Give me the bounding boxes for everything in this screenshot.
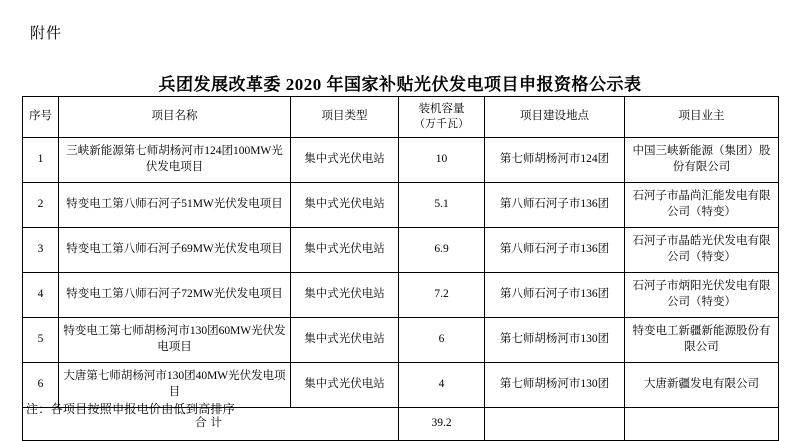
table-header-row xyxy=(23,97,779,138)
column-header-project-type: 项目类型 xyxy=(291,97,399,138)
cell-capacity: 7.2 xyxy=(399,273,485,318)
cell-project-type: 集中式光伏电站 xyxy=(291,273,399,318)
cell-owner: 石河子市炳阳光伏发电有限公司（特变） xyxy=(625,273,779,318)
cell-capacity: 6 xyxy=(399,318,485,363)
capacity-header-line2: （万千瓦） xyxy=(414,118,469,131)
cell-owner: 中国三峡新能源（集团）股份有限公司 xyxy=(625,138,779,183)
cell-no: 2 xyxy=(23,183,59,228)
cell-site: 第七师胡杨河市130团 xyxy=(485,318,625,363)
cell-project-name: 三峡新能源第七师胡杨河市124团100MW光伏发电项目 xyxy=(59,138,291,183)
cell-capacity: 10 xyxy=(399,138,485,183)
cell-no: 3 xyxy=(23,228,59,273)
total-label: 合计 xyxy=(23,408,399,441)
cell-owner: 石河子市晶尚汇能发电有限公司（特变） xyxy=(625,183,779,228)
cell-site: 第八师石河子市136团 xyxy=(485,273,625,318)
cell-owner: 特变电工新疆新能源股份有限公司 xyxy=(625,318,779,363)
cell-capacity: 5.1 xyxy=(399,183,485,228)
projects-table xyxy=(22,96,779,441)
cell-owner: 大唐新疆发电有限公司 xyxy=(625,363,779,408)
cell-project-type: 集中式光伏电站 xyxy=(291,138,399,183)
total-capacity: 39.2 xyxy=(399,408,485,441)
column-header-project-name: 项目名称 xyxy=(59,97,291,138)
cell-no: 1 xyxy=(23,138,59,183)
column-header-site: 项目建设地点 xyxy=(485,97,625,138)
table-row xyxy=(23,183,779,228)
cell-project-name: 特变电工第八师石河子72MW光伏发电项目 xyxy=(59,273,291,318)
capacity-header-line1: 装机容量 xyxy=(418,102,465,115)
table-row xyxy=(23,228,779,273)
cell-site: 第八师石河子市136团 xyxy=(485,228,625,273)
cell-capacity: 4 xyxy=(399,363,485,408)
total-owner-empty xyxy=(625,408,779,441)
table-note: 注：各项目按照申报电价由低到高排序 xyxy=(26,402,236,416)
cell-site: 第七师胡杨河市130团 xyxy=(485,363,625,408)
cell-project-name: 特变电工第八师石河子69MW光伏发电项目 xyxy=(59,228,291,273)
cell-project-name: 特变电工第七师胡杨河市130团60MW光伏发电项目 xyxy=(59,318,291,363)
cell-site: 第七师胡杨河市124团 xyxy=(485,138,625,183)
page-title: 兵团发展改革委 2020 年国家补贴光伏发电项目申报资格公示表 xyxy=(158,75,642,94)
cell-site: 第八师石河子市136团 xyxy=(485,183,625,228)
attachment-label: 附件 xyxy=(30,26,63,42)
cell-no: 5 xyxy=(23,318,59,363)
column-header-capacity xyxy=(399,97,485,138)
table-row xyxy=(23,273,779,318)
total-site-empty xyxy=(485,408,625,441)
cell-project-type: 集中式光伏电站 xyxy=(291,228,399,273)
table-row xyxy=(23,318,779,363)
cell-project-name: 特变电工第八师石河子51MW光伏发电项目 xyxy=(59,183,291,228)
table-row xyxy=(23,138,779,183)
column-header-owner: 项目业主 xyxy=(625,97,779,138)
cell-project-name: 大唐第七师胡杨河市130团40MW光伏发电项目 xyxy=(59,363,291,408)
cell-project-type: 集中式光伏电站 xyxy=(291,363,399,408)
cell-no: 4 xyxy=(23,273,59,318)
column-header-no: 序号 xyxy=(23,97,59,138)
cell-project-type: 集中式光伏电站 xyxy=(291,318,399,363)
cell-owner: 石河子市晶皓光伏发电有限公司（特变） xyxy=(625,228,779,273)
cell-capacity: 6.9 xyxy=(399,228,485,273)
cell-no: 6 xyxy=(23,363,59,408)
cell-project-type: 集中式光伏电站 xyxy=(291,183,399,228)
